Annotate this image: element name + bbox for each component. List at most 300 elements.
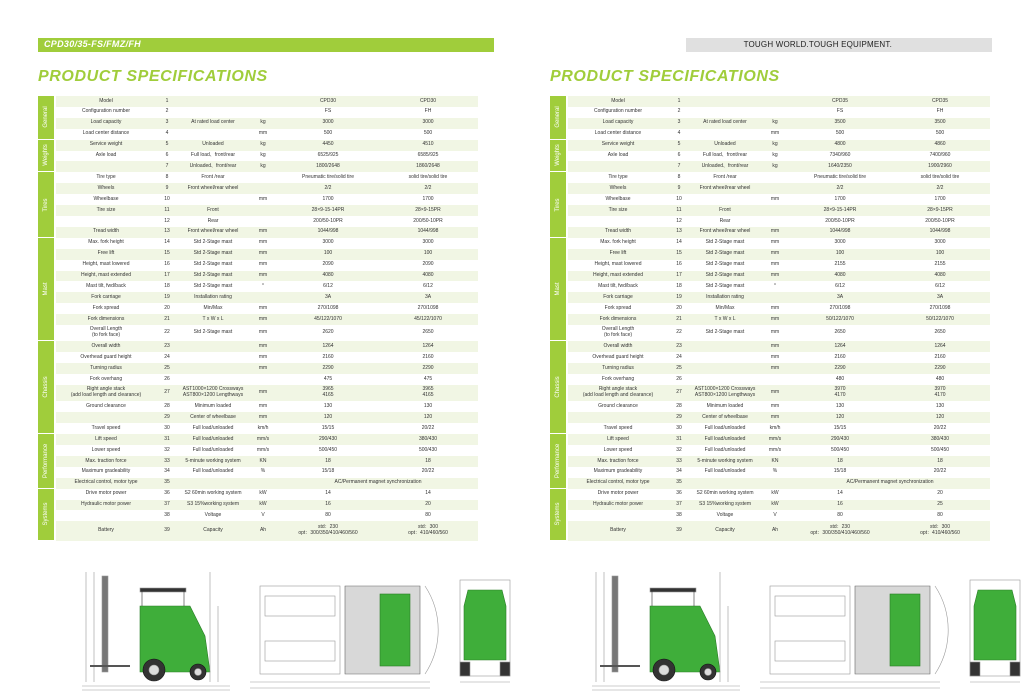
spec-name-cell: Service weight <box>89 141 123 148</box>
spec-row <box>568 118 990 129</box>
section-label-performance <box>38 434 54 489</box>
spec-v1-cell: 15/15 <box>833 424 847 431</box>
spec-idx-cell: 31 <box>676 435 682 442</box>
spec-row <box>568 456 990 467</box>
spec-v2-cell: 2290 <box>934 364 946 371</box>
spec-row <box>56 341 478 352</box>
spec-name-cell: Ground clearance <box>598 402 638 409</box>
spec-idx-cell: 32 <box>164 446 170 453</box>
spec-v1-cell: 14 <box>325 490 331 497</box>
spec-name-cell: Load center distance <box>594 130 642 137</box>
spec-row <box>56 140 478 151</box>
spec-v2-cell: 270/1098 <box>417 304 439 311</box>
spec-row <box>56 363 478 374</box>
spec-name-cell: Max. fork height <box>88 239 124 246</box>
spec-idx-cell: 36 <box>676 490 682 497</box>
spec-idx-cell: 11 <box>676 206 682 213</box>
spec-v2-cell: 25 <box>937 501 943 508</box>
spec-name-cell <box>568 161 668 172</box>
spec-row <box>56 478 478 489</box>
section-label-text: Mast <box>555 282 561 296</box>
spec-unit-cell: % <box>772 468 778 475</box>
spec-v2-cell: 6/12 <box>935 282 945 289</box>
spec-v1-cell: 28×9-15-14PR <box>311 206 345 213</box>
spec-cond-cell: 5-minute working system <box>185 457 241 464</box>
spec-cond-cell <box>178 478 248 489</box>
spec-v1-cell: std：230 opt：300/350/410/460/560 <box>810 524 870 537</box>
spec-v1-cell: 4800 <box>834 141 846 148</box>
spec-v2-cell: 20 <box>425 501 431 508</box>
spec-cond-cell: AST1000×1200 Crossways AST800×1200 Lengthways <box>182 386 244 399</box>
spec-v1-cell: 16 <box>837 501 843 508</box>
spec-row <box>56 510 478 521</box>
spec-unit-cell: mm <box>258 342 268 349</box>
spec-v1-cell: 2090 <box>322 261 334 268</box>
spec-name-cell: Electrical control, motor type <box>74 479 138 486</box>
spec-idx-cell: 5 <box>165 141 169 148</box>
spec-v2-cell: std：300 opt：410/460/560 <box>920 524 960 537</box>
spec-name-cell: Overhead guard height <box>592 353 644 360</box>
spec-row <box>56 129 478 140</box>
spec-v1-cell: 4450 <box>322 141 334 148</box>
spec-name-cell: Ground clearance <box>86 402 126 409</box>
spec-cond-cell <box>690 374 760 385</box>
spec-span-cell: AC/Permanent magnet synchronization <box>846 479 934 486</box>
spec-name-cell: Axle load <box>95 152 117 159</box>
spec-name-cell: Battery <box>98 527 114 534</box>
spec-v1-cell: 80 <box>325 512 331 519</box>
spec-unit-cell: % <box>260 468 266 475</box>
spec-v1-cell: 120 <box>835 413 845 420</box>
spec-row <box>568 478 990 489</box>
spec-v1-cell: 100 <box>323 250 333 257</box>
spec-cond-cell <box>178 374 248 385</box>
spec-unit-cell: mm <box>258 239 268 246</box>
spec-idx-cell: 18 <box>676 282 682 289</box>
section-label-text: Performance <box>43 443 49 479</box>
spec-idx-cell: 37 <box>676 501 682 508</box>
spec-v1-cell: 1800/2648 <box>316 163 340 170</box>
spec-idx-cell: 35 <box>164 479 170 486</box>
spec-name-cell: Fork spread <box>92 304 120 311</box>
spec-name-cell: Fork overhang <box>601 375 635 382</box>
spec-cond-cell <box>690 194 760 205</box>
spec-cond-cell: Center of wheelbase <box>190 413 236 420</box>
spec-row <box>568 161 990 172</box>
spec-idx-cell: 36 <box>164 490 170 497</box>
spec-v2-cell: 18 <box>937 457 943 464</box>
spec-row <box>56 292 478 303</box>
spec-cond-cell: Installation rating <box>706 293 744 300</box>
spec-idx-cell: 16 <box>676 261 682 268</box>
spec-cond-cell: Voltage <box>716 512 734 519</box>
spec-unit-cell: km/h <box>769 424 781 431</box>
spec-row <box>568 489 990 500</box>
spec-row <box>56 401 478 412</box>
spec-v2-cell: 3A <box>936 293 944 300</box>
spec-row <box>56 107 478 118</box>
spec-idx-cell: 32 <box>676 446 682 453</box>
spec-unit-cell: mm <box>258 389 268 396</box>
spec-v2-cell: 50/122/1070 <box>926 315 954 322</box>
spec-cond-cell <box>178 129 248 140</box>
spec-v1-cell: CPD35 <box>831 97 849 104</box>
spec-row <box>568 107 990 118</box>
spec-name-cell <box>56 216 156 227</box>
spec-v2-cell: 4860 <box>934 141 946 148</box>
spec-cond-cell: Full load/unloaded <box>192 424 234 431</box>
spec-idx-cell: 10 <box>164 195 170 202</box>
spec-unit-cell: km/h <box>257 424 269 431</box>
spec-v1-cell: std：230 opt：300/350/410/460/560 <box>298 524 358 537</box>
spec-idx-cell: 1 <box>677 97 681 104</box>
spec-v1-cell: 3000 <box>834 239 846 246</box>
spec-idx-cell: 5 <box>677 141 681 148</box>
spec-name-cell: Free lift <box>609 250 627 257</box>
spec-row <box>568 303 990 314</box>
spec-row <box>56 161 478 172</box>
spec-idx-cell: 3 <box>165 119 169 126</box>
spec-unit-cell: ° <box>262 282 264 289</box>
spec-v2-cell: 120 <box>423 413 433 420</box>
spec-v2-cell: 3000 <box>422 239 434 246</box>
spec-name-cell: Wheelbase <box>93 195 119 202</box>
spec-cond-cell: At rated load center <box>191 119 235 126</box>
spec-idx-cell: 4 <box>165 130 169 137</box>
spec-unit-cell: mm <box>770 195 780 202</box>
spec-v1-cell: 270/1098 <box>829 304 851 311</box>
spec-cond-cell: Front wheel/rear wheel <box>699 184 751 191</box>
spec-v1-cell: 3A <box>324 293 332 300</box>
spec-row <box>568 238 990 249</box>
section-label-text: Chassis <box>555 376 561 398</box>
spec-name-cell: Service weight <box>601 141 635 148</box>
spec-unit-cell: kg <box>772 119 778 126</box>
spec-cond-cell: At rated load center <box>703 119 747 126</box>
spec-cond-cell <box>690 96 760 107</box>
spec-row <box>56 303 478 314</box>
spec-unit-cell: mm <box>258 364 268 371</box>
spec-unit-cell: KN <box>259 457 267 464</box>
spec-cond-cell: S3 15%working system <box>187 501 239 508</box>
spec-name-cell: Max. traction force <box>85 457 127 464</box>
section-label-text: General <box>555 106 561 128</box>
spec-cond-cell <box>178 341 248 352</box>
spec-row <box>568 129 990 140</box>
spec-idx-cell: 35 <box>676 479 682 486</box>
spec-idx-cell: 30 <box>164 424 170 431</box>
spec-cond-cell: Minimum loaded <box>706 402 744 409</box>
spec-unit-cell <box>248 292 278 303</box>
spec-name-cell: Tire size <box>608 206 628 213</box>
spec-unit-cell: mm <box>258 130 268 137</box>
spec-v2-cell: 1700 <box>422 195 434 202</box>
spec-row <box>568 271 990 282</box>
spec-row <box>568 194 990 205</box>
spec-unit-cell: mm <box>258 228 268 235</box>
section-label-text: Tires <box>43 198 49 212</box>
spec-unit-cell: mm <box>770 304 780 311</box>
spec-unit-cell: mm <box>258 250 268 257</box>
spec-v2-cell: solid tire/solid tire <box>408 173 448 180</box>
spec-row <box>568 374 990 385</box>
spec-idx-cell: 12 <box>164 217 170 224</box>
spec-v2-cell: 1264 <box>934 342 946 349</box>
spec-idx-cell: 30 <box>676 424 682 431</box>
spec-idx-cell: 39 <box>164 527 170 534</box>
spec-idx-cell: 19 <box>676 293 682 300</box>
spec-row <box>56 374 478 385</box>
spec-v2-cell: 20/22 <box>933 468 947 475</box>
spec-name-cell: Wheelbase <box>605 195 631 202</box>
spec-row <box>568 205 990 216</box>
spec-v1-cell: 2/2 <box>324 184 332 191</box>
spec-name-cell: Wheels <box>609 184 627 191</box>
spec-unit-cell <box>760 216 790 227</box>
spec-cond-cell <box>178 194 248 205</box>
spec-cond-cell: Unloaded <box>202 141 224 148</box>
spec-unit-cell: kW <box>771 501 779 508</box>
spec-row <box>56 216 478 227</box>
spec-idx-cell: 15 <box>676 250 682 257</box>
spec-v2-cell: 80 <box>425 512 431 519</box>
spec-name-cell <box>56 161 156 172</box>
spec-unit-cell: mm/s <box>256 435 270 442</box>
spec-v1-cell: 2290 <box>322 364 334 371</box>
section-label-general <box>38 96 54 140</box>
spec-unit-cell: mm <box>258 315 268 322</box>
section-label-weights <box>38 140 54 173</box>
spec-v2-cell: 4080 <box>422 272 434 279</box>
spec-name-cell: Max. fork height <box>600 239 636 246</box>
spec-v1-cell: 1264 <box>322 342 334 349</box>
spec-idx-cell: 1 <box>165 97 169 104</box>
spec-v1-cell: 3A <box>836 293 844 300</box>
spec-idx-cell: 38 <box>676 512 682 519</box>
spec-idx-cell: 33 <box>164 457 170 464</box>
spec-row <box>568 341 990 352</box>
spec-v1-cell: Pneumatic tire/solid tire <box>302 173 354 180</box>
spec-name-cell: Overall Length (to fork face) <box>89 326 123 339</box>
section-label-general <box>550 96 566 140</box>
spec-v1-cell: 3000 <box>322 239 334 246</box>
spec-row <box>568 325 990 341</box>
section-label-systems <box>550 489 566 541</box>
spec-v2-cell: 380/430 <box>930 435 950 442</box>
spec-name-cell: Wheels <box>97 184 115 191</box>
spec-v2-cell: 2650 <box>422 329 434 336</box>
spec-row <box>56 385 478 401</box>
spec-unit-cell: mm <box>770 130 780 137</box>
spec-name-cell: Mast tilt, fwd/back <box>598 282 638 289</box>
spec-cond-cell: Std 2-Stage mast <box>705 261 745 268</box>
section-label-mast <box>550 238 566 342</box>
spec-v2-cell: 380/430 <box>418 435 438 442</box>
spec-row <box>568 423 990 434</box>
spec-name-cell <box>56 510 156 521</box>
spec-v2-cell: 100 <box>935 250 945 257</box>
forklift-drawing-icon <box>590 566 1024 694</box>
spec-cond-cell: Front wheel/rear wheel <box>699 228 751 235</box>
page-title-left: PRODUCT SPECIFICATIONS <box>38 68 268 85</box>
spec-v1-cell: 15/18 <box>321 468 335 475</box>
spec-cond-cell: Std 2-Stage mast <box>193 272 233 279</box>
spec-row <box>568 292 990 303</box>
spec-idx-cell: 37 <box>164 501 170 508</box>
spec-unit-cell: mm <box>258 329 268 336</box>
spec-name-cell: Height, mast extended <box>592 272 644 279</box>
spec-unit-cell <box>760 183 790 194</box>
spec-cond-cell: Full load/unloaded <box>192 435 234 442</box>
spec-unit-cell <box>760 292 790 303</box>
spec-unit-cell: mm <box>770 250 780 257</box>
spec-name-cell: Height, mast extended <box>80 272 132 279</box>
spec-name-cell: Overall Length (to fork face) <box>601 326 635 339</box>
spec-idx-cell: 29 <box>676 413 682 420</box>
spec-unit-cell: mm/s <box>768 446 782 453</box>
spec-idx-cell: 39 <box>676 527 682 534</box>
spec-name-cell: Travel speed <box>603 424 633 431</box>
spec-name-cell: Configuration number <box>593 108 643 115</box>
spec-cond-cell: Front /rear <box>713 173 737 180</box>
spec-row <box>56 172 478 183</box>
spec-v2-cell: 130 <box>935 402 945 409</box>
spec-unit-cell: mm <box>258 272 268 279</box>
spec-row <box>56 467 478 478</box>
spec-v1-cell: 18 <box>325 457 331 464</box>
spec-cond-cell <box>178 352 248 363</box>
spec-v2-cell: 20/22 <box>421 424 435 431</box>
spec-idx-cell: 27 <box>164 389 170 396</box>
spec-v1-cell: 15/18 <box>833 468 847 475</box>
spec-unit-cell: kW <box>771 490 779 497</box>
spec-v1-cell: 2155 <box>834 261 846 268</box>
spec-unit-cell: mm <box>770 353 780 360</box>
spec-unit-cell <box>248 107 278 118</box>
section-label-text: Chassis <box>43 376 49 398</box>
spec-row <box>568 249 990 260</box>
spec-v2-cell: 28×9-15PR <box>927 206 953 213</box>
spec-v1-cell: 500 <box>323 130 333 137</box>
spec-v2-cell: 20/22 <box>933 424 947 431</box>
section-label-tires <box>550 172 566 237</box>
spec-row <box>568 363 990 374</box>
spec-name-cell: Fork overhang <box>89 375 123 382</box>
spec-idx-cell: 22 <box>676 329 682 336</box>
spec-v2-cell: 480 <box>935 375 945 382</box>
spec-cond-cell <box>178 96 248 107</box>
spec-unit-cell: mm <box>770 315 780 322</box>
section-label-text: Weights <box>43 144 49 167</box>
spec-unit-cell: mm <box>258 353 268 360</box>
spec-v2-cell: 500 <box>423 130 433 137</box>
spec-name-cell: Lower speed <box>603 446 633 453</box>
spec-v2-cell: 1264 <box>422 342 434 349</box>
spec-v1-cell: 6525/925 <box>317 152 339 159</box>
spec-row <box>568 510 990 521</box>
spec-row <box>568 183 990 194</box>
spec-cond-cell: Std 2-Stage mast <box>193 250 233 257</box>
spec-row <box>568 151 990 162</box>
spec-row <box>56 183 478 194</box>
spec-unit-cell: mm <box>258 261 268 268</box>
spec-row <box>56 260 478 271</box>
section-label-weights <box>550 140 566 173</box>
spec-name-cell: Height, mast lowered <box>594 261 642 268</box>
spec-v1-cell: 500/450 <box>830 446 850 453</box>
spec-cond-cell: S3 15%working system <box>699 501 751 508</box>
spec-v1-cell: 2/2 <box>836 184 844 191</box>
spec-v2-cell: 200/50-10PR <box>925 217 955 224</box>
spec-name-cell <box>56 412 156 423</box>
spec-idx-cell: 20 <box>676 304 682 311</box>
spec-cond-cell: Front wheel/rear wheel <box>187 228 239 235</box>
spec-name-cell: Height, mast lowered <box>82 261 130 268</box>
spec-name-cell: Right angle stack (add load length and clearance) <box>70 386 142 399</box>
spec-idx-cell: 33 <box>676 457 682 464</box>
spec-v1-cell: 4080 <box>834 272 846 279</box>
spec-unit-cell: mm <box>770 402 780 409</box>
section-label-text: Weights <box>555 144 561 167</box>
spec-row <box>56 205 478 216</box>
spec-v1-cell: CPD30 <box>319 97 337 104</box>
spec-v2-cell: 2090 <box>422 261 434 268</box>
spec-v2-cell: solid tire/solid tire <box>920 173 960 180</box>
spec-cond-cell <box>690 478 760 489</box>
spec-v2-cell: 18 <box>425 457 431 464</box>
spec-unit-cell: mm <box>770 329 780 336</box>
spec-row <box>568 434 990 445</box>
section-label-systems <box>38 489 54 541</box>
spec-v1-cell: 500/450 <box>318 446 338 453</box>
spec-idx-cell: 8 <box>165 173 169 180</box>
spec-name-cell: Tire size <box>96 206 116 213</box>
spec-idx-cell: 8 <box>677 173 681 180</box>
spec-row <box>56 227 478 238</box>
spec-unit-cell <box>760 205 790 216</box>
spec-idx-cell: 21 <box>164 315 170 322</box>
spec-v1-cell: 4080 <box>322 272 334 279</box>
spec-v2-cell: 3A <box>424 293 432 300</box>
spec-v1-cell: 1640/2350 <box>828 163 852 170</box>
section-label-mast <box>38 238 54 342</box>
spec-cond-cell: 5-minute working system <box>697 457 753 464</box>
spec-idx-cell: 17 <box>676 272 682 279</box>
spec-name-cell: Hydraulic motor power <box>592 501 644 508</box>
spec-v1-cell: 290/430 <box>830 435 850 442</box>
spec-name-cell: Model <box>611 97 625 104</box>
spec-name-cell <box>568 216 668 227</box>
spec-v1-cell: 2620 <box>322 329 334 336</box>
spec-v2-cell: 2/2 <box>936 184 944 191</box>
spec-v2-cell: 500/430 <box>418 446 438 453</box>
spec-name-cell: Electrical control, motor type <box>586 479 650 486</box>
spec-cond-cell: Rear <box>719 217 731 224</box>
spec-v1-cell: FS <box>836 108 844 115</box>
spec-row <box>568 521 990 541</box>
spec-cond-cell: Full load、front/rear <box>190 152 236 159</box>
spec-cond-cell: Unloaded、front/rear <box>701 163 749 170</box>
spec-idx-cell: 38 <box>164 512 170 519</box>
spec-unit-cell: Ah <box>771 527 779 534</box>
spec-unit-cell: Ah <box>259 527 267 534</box>
spec-row <box>568 401 990 412</box>
spec-v1-cell: 270/1098 <box>317 304 339 311</box>
spec-name-cell: Free lift <box>97 250 115 257</box>
spec-unit-cell: mm <box>258 304 268 311</box>
spec-v2-cell: 2/2 <box>424 184 432 191</box>
spec-v2-cell: 20/22 <box>421 468 435 475</box>
